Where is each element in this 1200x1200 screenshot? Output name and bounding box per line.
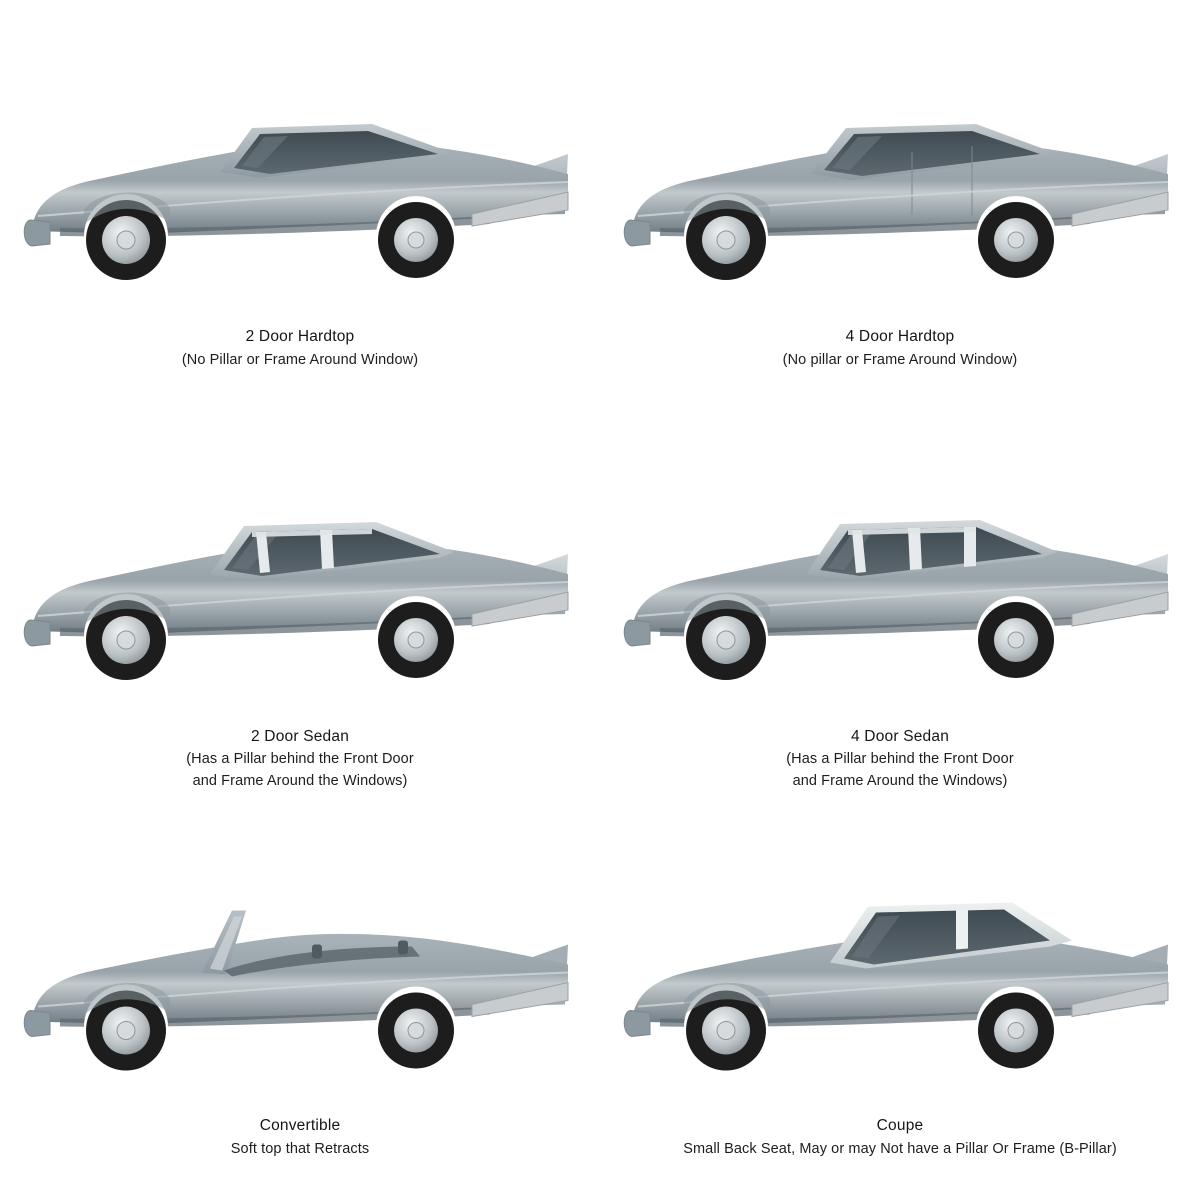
- figure-four-door-sedan: [600, 400, 1200, 800]
- rear-wheel: [978, 993, 1054, 1069]
- caption-subtitle-line: (Has a Pillar behind the Front Door: [186, 751, 414, 768]
- headrest-right: [398, 941, 408, 955]
- figure-convertible: [0, 800, 600, 1200]
- caption-subtitle-line: (No Pillar or Frame Around Window): [181, 352, 419, 369]
- car-illustration-coupe: [620, 874, 1180, 1104]
- caption-title: Convertible: [259, 1117, 341, 1134]
- caption-title: 2 Door Hardtop: [245, 328, 355, 345]
- rear-wheel: [978, 202, 1054, 278]
- caption-subtitle-line: (No pillar or Frame Around Window): [782, 352, 1018, 369]
- figure-coupe: [600, 800, 1200, 1200]
- caption-coupe: [620, 1114, 1180, 1160]
- b-pillar: [908, 528, 922, 570]
- car-illustration-four-door-hardtop: [620, 96, 1180, 311]
- headrest-left: [312, 945, 322, 959]
- figure-two-door-hardtop: [0, 0, 600, 400]
- caption-subtitle-line: and Frame Around the Windows): [192, 772, 408, 789]
- caption-subtitle-line: Small Back Seat, May or may Not have a Pillar Or Frame (B-Pillar): [683, 1141, 1117, 1158]
- caption-title: 4 Door Sedan: [850, 728, 950, 745]
- caption-title: 4 Door Hardtop: [845, 328, 955, 345]
- rear-wheel: [378, 202, 454, 278]
- caption-subtitle-line: and Frame Around the Windows): [792, 772, 1008, 789]
- b-pillar: [956, 910, 968, 950]
- car-illustration-two-door-hardtop: [20, 96, 580, 311]
- car-illustration-two-door-sedan: [20, 496, 580, 711]
- figure-four-door-hardtop: [600, 0, 1200, 400]
- car-illustration-convertible: [20, 874, 580, 1104]
- car-illustration-four-door-sedan: [620, 496, 1180, 711]
- rear-wheel: [378, 602, 454, 678]
- rear-wheel: [978, 602, 1054, 678]
- c-pillar: [964, 527, 976, 567]
- caption-title: Coupe: [876, 1117, 924, 1134]
- caption-four-door-sedan: [620, 725, 1180, 793]
- b-pillar: [320, 530, 334, 569]
- caption-two-door-sedan: [20, 725, 580, 793]
- caption-subtitle-line: (Has a Pillar behind the Front Door: [786, 751, 1014, 768]
- figure-two-door-sedan: [0, 400, 600, 800]
- caption-convertible: [20, 1114, 580, 1160]
- rear-wheel: [378, 993, 454, 1069]
- caption-title: 2 Door Sedan: [250, 728, 350, 745]
- caption-subtitle-line: Soft top that Retracts: [230, 1141, 370, 1158]
- caption-four-door-hardtop: [620, 325, 1180, 371]
- caption-two-door-hardtop: [20, 325, 580, 371]
